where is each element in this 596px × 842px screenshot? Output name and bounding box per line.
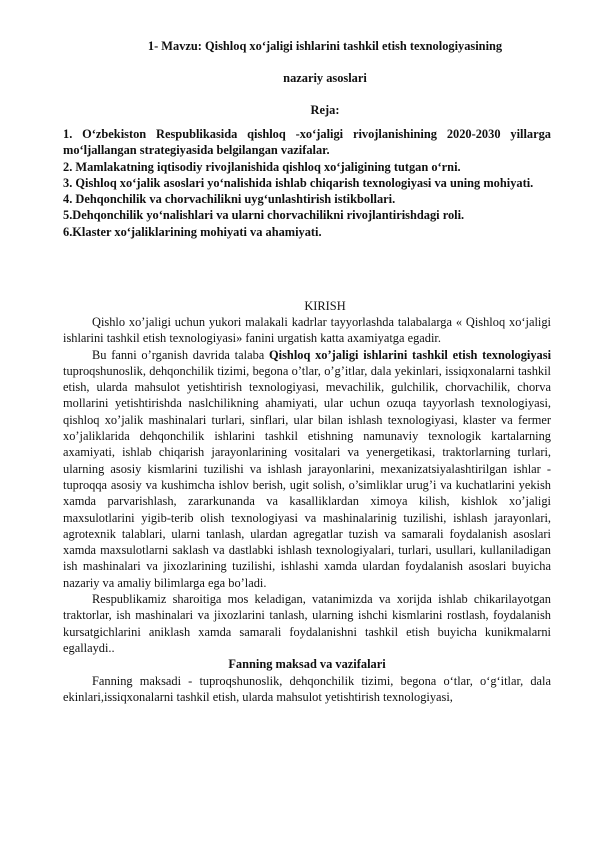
paragraph: Qishlo xo’jaligi uchun yukori malakali kadrlar tayyorlashda talabalarga « Qishloq xo‘jaligi ishlarini tashkil etish texnologiyasi» fanini urgatish katta axamiyatga egadir. [63, 315, 551, 346]
plan-item: 4. Dehqonchilik va chorvachilikni uyg‘unlashtirish istikbollari. [63, 192, 396, 207]
lecture-title-continued: nazariy asoslari [283, 71, 367, 85]
subject-name: Qishloq xo’jaligi ishlarini tashkil etish texnologiyasi [269, 347, 552, 362]
section-subheading: Fanning maksad va vazifalari [228, 657, 386, 672]
paragraph-text: tuproqshunoslik, dehqonchilik tizimi, begona o’tlar, o’g’itlar, dala yekinlari, issiqxonalarni tashkil etish, ularda mahsulot yetishtirish texnologiyasi, mevachilik, gulchilik, chorvachilik, chorva mollarini yetishtirishda naslchilikning ahamiyati, ular uchun ozuqa tayyorlash texnologiyasi, qishloq xo’jalik mashinalari turlari, sinflari, ular bilan ishlash texnologiyasi, klaster va fermer xo’jaliklarida dehqonchilik ishlarini tashkil etishning namunaviy texnologik kartalarning axamiyati, ishlab chiqarish jarayonlarining vositalari va yenergetikasi, traktorlarning turlari, ularning asosiy kismlarini tuzilishi va ishlash jarayonlarini, mexanizatsiyalashtirilgan ishlar - tuproqqa asosiy va kushimcha ishlov berish, ugit solish, o’simliklar urug’i va kuchatlarini yekish xamda parvarishlash, zararkunanda va kasalliklardan ximoya kilish, kishlok xo’jaligi maxsulotlarini yigib-terib olish texnologiyasi va mashinalarinig tuzilishi, ishlash jarayonlari, agrotexnik talablari, ularni tanlash, ulardan agregatlar tuzish va samarali foydalanish asoslari xamda maxsulotlarni saklash va dastlabki ishlash texnologiyalari, turlari, usullari, kullaniladigan ish mashinalari va jixozlarining tuzilishi, ishlashi xamda ulardan foydalanish asoslari buyicha nazariy va amaliy bilimlarga ega bo’ladi. [63, 363, 551, 590]
introduction-heading: KIRISH [304, 299, 346, 313]
plan-item: 2. Mamlakatning iqtisodiy rivojlanishida qishloq xo‘jaligining tutgan o‘rni. [63, 159, 461, 174]
plan-heading: Reja: [310, 103, 340, 117]
paragraph: Fanning maksadi - tuproqshunoslik, dehqonchilik tizimi, begona o‘tlar, o‘g‘itlar, dala ekinlari,issiqxonalarni tashkil etish, ularda mahsulot yetishtirish texnologiyasi, [63, 673, 551, 704]
plan-list [63, 126, 551, 240]
paragraph-text: Bu fanni o’rganish davrida talaba [92, 347, 270, 362]
plan-item: 6.Klaster xo‘jaliklarining mohiyati va ahamiyati. [63, 224, 322, 239]
plan-item: 3. Qishloq xo‘jalik asoslari yo‘nalishida ishlab chiqarish texnologiyasi va uning mohiyati. [63, 175, 534, 190]
lecture-title: 1- Mavzu: Qishloq xo‘jaligi ishlarini tashkil etish texnologiyasining [147, 39, 503, 53]
body-text [63, 314, 551, 705]
plan-item: 1. O‘zbekiston Respublikasida qishloq -xo‘jaligi rivojlanishining 2020-2030 yillarga mo‘ljallangan strategiyasida belgilangan vazifalar. [63, 127, 551, 158]
plan-item: 5.Dehqonchilik yo‘nalishlari va ularni chorvachilikni rivojlantirishdagi roli. [63, 208, 465, 223]
paragraph: Respublikamiz sharoitiga mos keladigan, vatanimizda va xorijda ishlab chikarilayotgan traktorlar, ish mashinalari va jixozlarini tanlash, ularning ishchi kismlarini rostlash, foydalanish kursatgichlarini aniklash xamda samarali foydalanishni tashkil etish buyicha kunikmalarni egallaydi.. [63, 592, 551, 655]
paragraph [63, 347, 551, 591]
